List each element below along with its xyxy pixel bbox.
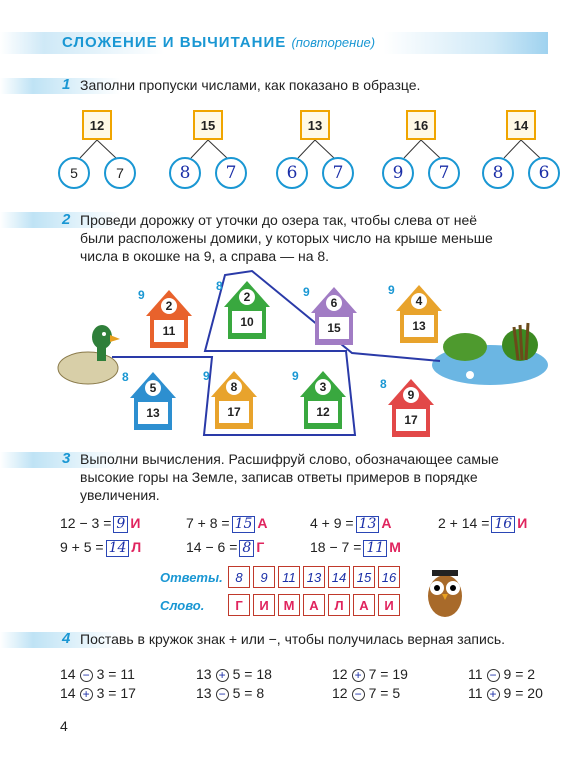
sign-left-operand: 12 bbox=[332, 685, 348, 701]
example-row bbox=[310, 515, 392, 533]
top-number-box: 15 bbox=[193, 110, 223, 140]
example-expression: 14 − 6 = bbox=[186, 539, 238, 555]
house-side-number: 9 bbox=[388, 283, 395, 297]
house-window-number: 13 bbox=[412, 319, 426, 333]
page-subtitle: (повторение) bbox=[291, 35, 376, 50]
word-cell[interactable]: А bbox=[353, 594, 375, 616]
sign-right-part: 9 = 20 bbox=[503, 685, 543, 701]
house-side-number: 9 bbox=[138, 288, 145, 302]
example-expression: 9 + 5 = bbox=[60, 539, 104, 555]
house bbox=[122, 370, 176, 432]
house-roof-number: 2 bbox=[165, 299, 173, 313]
sign-left-operand: 14 bbox=[60, 685, 76, 701]
sign-circle[interactable]: − bbox=[216, 688, 229, 701]
example-row bbox=[186, 515, 268, 533]
house-window-number: 17 bbox=[404, 413, 418, 427]
sign-circle[interactable]: + bbox=[80, 688, 93, 701]
house-window-number: 12 bbox=[316, 405, 330, 419]
example-expression: 7 + 8 = bbox=[186, 515, 230, 531]
sign-left-operand: 13 bbox=[196, 666, 212, 682]
house-roof-number: 6 bbox=[330, 296, 338, 310]
word-cell[interactable]: И bbox=[253, 594, 275, 616]
sign-left-operand: 11 bbox=[468, 666, 483, 682]
sign-circle[interactable]: − bbox=[487, 669, 500, 682]
sign-example bbox=[468, 685, 543, 701]
task-3-number: 3 bbox=[62, 450, 71, 467]
house bbox=[303, 285, 357, 347]
left-number-circle[interactable]: 9 bbox=[382, 157, 414, 189]
answer-cell[interactable]: 9 bbox=[253, 566, 275, 588]
house-roof-number: 5 bbox=[149, 381, 157, 395]
answer-cell[interactable]: 14 bbox=[328, 566, 350, 588]
house-side-number: 9 bbox=[203, 369, 210, 383]
top-number-box: 16 bbox=[406, 110, 436, 140]
task-4-text: Поставь в кружок знак + или −, чтобы получилась верная запись. bbox=[80, 631, 506, 647]
word-row bbox=[228, 594, 403, 616]
left-number-circle[interactable]: 8 bbox=[169, 157, 201, 189]
answer-box[interactable]: 15 bbox=[232, 516, 256, 533]
example-letter: А bbox=[381, 515, 392, 531]
house bbox=[292, 369, 346, 431]
answer-cell[interactable]: 13 bbox=[303, 566, 325, 588]
duck-icon bbox=[58, 325, 120, 384]
house-roof-number: 4 bbox=[415, 294, 423, 308]
page-number: 4 bbox=[60, 718, 68, 734]
answer-box[interactable]: 9 bbox=[113, 516, 128, 533]
house bbox=[380, 377, 434, 439]
left-number-circle[interactable]: 6 bbox=[276, 157, 308, 189]
right-number-circle[interactable]: 7 bbox=[428, 157, 460, 189]
house-side-number: 9 bbox=[292, 369, 299, 383]
house-window-number: 13 bbox=[146, 406, 160, 420]
sign-example bbox=[196, 685, 264, 701]
duck-path-scene bbox=[0, 265, 568, 445]
house-roof-number: 2 bbox=[243, 290, 251, 304]
house-roof-number: 3 bbox=[319, 380, 327, 394]
house-window-number: 17 bbox=[227, 405, 241, 419]
example-row bbox=[438, 515, 527, 533]
sign-left-operand: 14 bbox=[60, 666, 76, 682]
house-window-number: 11 bbox=[162, 324, 176, 338]
sign-example bbox=[332, 666, 408, 682]
house bbox=[388, 283, 442, 345]
owl-icon bbox=[420, 562, 470, 620]
house-window-number: 15 bbox=[327, 321, 341, 335]
example-expression: 12 − 3 = bbox=[60, 515, 112, 531]
house bbox=[216, 279, 270, 341]
task-2-line-3: числа в окошке на 9, а справа — на 8. bbox=[80, 248, 330, 264]
lake-icon bbox=[432, 323, 548, 385]
example-row bbox=[186, 539, 264, 557]
word-cell[interactable]: Г bbox=[228, 594, 250, 616]
sign-left-operand: 11 bbox=[468, 685, 483, 701]
answers-row bbox=[228, 566, 403, 588]
sign-right-part: 7 = 5 bbox=[368, 685, 401, 701]
left-number-circle[interactable]: 5 bbox=[58, 157, 90, 189]
task-2-number: 2 bbox=[62, 211, 71, 228]
house bbox=[203, 369, 257, 431]
example-row bbox=[60, 515, 140, 533]
answer-box[interactable]: 11 bbox=[363, 540, 387, 557]
house-side-number: 8 bbox=[216, 279, 223, 293]
example-row bbox=[60, 539, 141, 557]
sign-right-part: 9 = 2 bbox=[503, 666, 536, 682]
example-letter: А bbox=[257, 515, 268, 531]
example-letter: Л bbox=[131, 539, 142, 555]
sign-circle[interactable]: − bbox=[80, 669, 93, 682]
right-number-circle[interactable]: 7 bbox=[215, 157, 247, 189]
right-number-circle[interactable]: 7 bbox=[322, 157, 354, 189]
task-3-line-2: высокие горы на Земле, записав ответы примеров в порядке bbox=[80, 469, 478, 485]
top-number-box: 13 bbox=[300, 110, 330, 140]
sign-left-operand: 12 bbox=[332, 666, 348, 682]
answer-cell[interactable]: 8 bbox=[228, 566, 250, 588]
sign-circle[interactable]: + bbox=[216, 669, 229, 682]
sign-right-part: 3 = 11 bbox=[96, 666, 135, 682]
word-cell[interactable]: И bbox=[378, 594, 400, 616]
sign-circle[interactable]: − bbox=[352, 688, 365, 701]
example-letter: Г bbox=[256, 539, 265, 555]
house-window-number: 10 bbox=[240, 315, 254, 329]
sign-example bbox=[60, 666, 135, 682]
top-number-box: 14 bbox=[506, 110, 536, 140]
example-expression: 2 + 14 = bbox=[438, 515, 490, 531]
top-number-box: 12 bbox=[82, 110, 112, 140]
task-2-line-2: были расположены домики, у которых число на крыше меньше bbox=[80, 230, 493, 246]
task-2-line-1: Проведи дорожку от уточки до озера так, чтобы слева от неё bbox=[80, 212, 478, 228]
page-title: СЛОЖЕНИЕ И ВЫЧИТАНИЕ (повторение) bbox=[62, 34, 376, 51]
house-side-number: 9 bbox=[303, 285, 310, 299]
word-label: Слово. bbox=[160, 598, 205, 613]
sign-example bbox=[468, 666, 535, 682]
answers-label: Ответы. bbox=[160, 570, 223, 585]
right-number-circle[interactable]: 7 bbox=[104, 157, 136, 189]
answer-cell[interactable]: 11 bbox=[278, 566, 300, 588]
sign-right-part: 3 = 17 bbox=[96, 685, 136, 701]
example-expression: 18 − 7 = bbox=[310, 539, 362, 555]
answer-box[interactable]: 8 bbox=[239, 540, 254, 557]
sign-example bbox=[60, 685, 136, 701]
house-roof-number: 8 bbox=[230, 380, 238, 394]
house-side-number: 8 bbox=[122, 370, 129, 384]
example-letter: М bbox=[389, 539, 401, 555]
example-expression: 4 + 9 = bbox=[310, 515, 354, 531]
answer-box[interactable]: 16 bbox=[491, 516, 515, 533]
task-3-line-1: Выполни вычисления. Расшифруй слово, обозначающее самые bbox=[80, 451, 499, 467]
house bbox=[138, 288, 192, 350]
word-cell[interactable]: Л bbox=[328, 594, 350, 616]
right-number-circle[interactable]: 6 bbox=[528, 157, 560, 189]
sign-right-part: 7 = 19 bbox=[368, 666, 408, 682]
example-letter: И bbox=[517, 515, 528, 531]
answer-cell[interactable]: 15 bbox=[353, 566, 375, 588]
sign-circle[interactable]: + bbox=[487, 688, 500, 701]
sign-right-part: 5 = 18 bbox=[232, 666, 272, 682]
answer-cell[interactable]: 16 bbox=[378, 566, 400, 588]
example-row bbox=[310, 539, 401, 557]
house-roof-number: 9 bbox=[407, 388, 415, 402]
word-cell[interactable]: А bbox=[303, 594, 325, 616]
sign-circle[interactable]: + bbox=[352, 669, 365, 682]
task-4-number: 4 bbox=[62, 630, 71, 647]
example-letter: И bbox=[130, 515, 141, 531]
sign-example bbox=[196, 666, 272, 682]
sign-example bbox=[332, 685, 400, 701]
task-1-number: 1 bbox=[62, 76, 71, 93]
answer-box[interactable]: 14 bbox=[106, 540, 130, 557]
answer-box[interactable]: 13 bbox=[356, 516, 380, 533]
sign-right-part: 5 = 8 bbox=[232, 685, 265, 701]
task-1-text: Заполни пропуски числами, как показано в образце. bbox=[80, 77, 421, 93]
sign-left-operand: 13 bbox=[196, 685, 212, 701]
left-number-circle[interactable]: 8 bbox=[482, 157, 514, 189]
task-3-line-3: увеличения. bbox=[80, 487, 160, 503]
house-side-number: 8 bbox=[380, 377, 387, 391]
word-cell[interactable]: М bbox=[278, 594, 300, 616]
